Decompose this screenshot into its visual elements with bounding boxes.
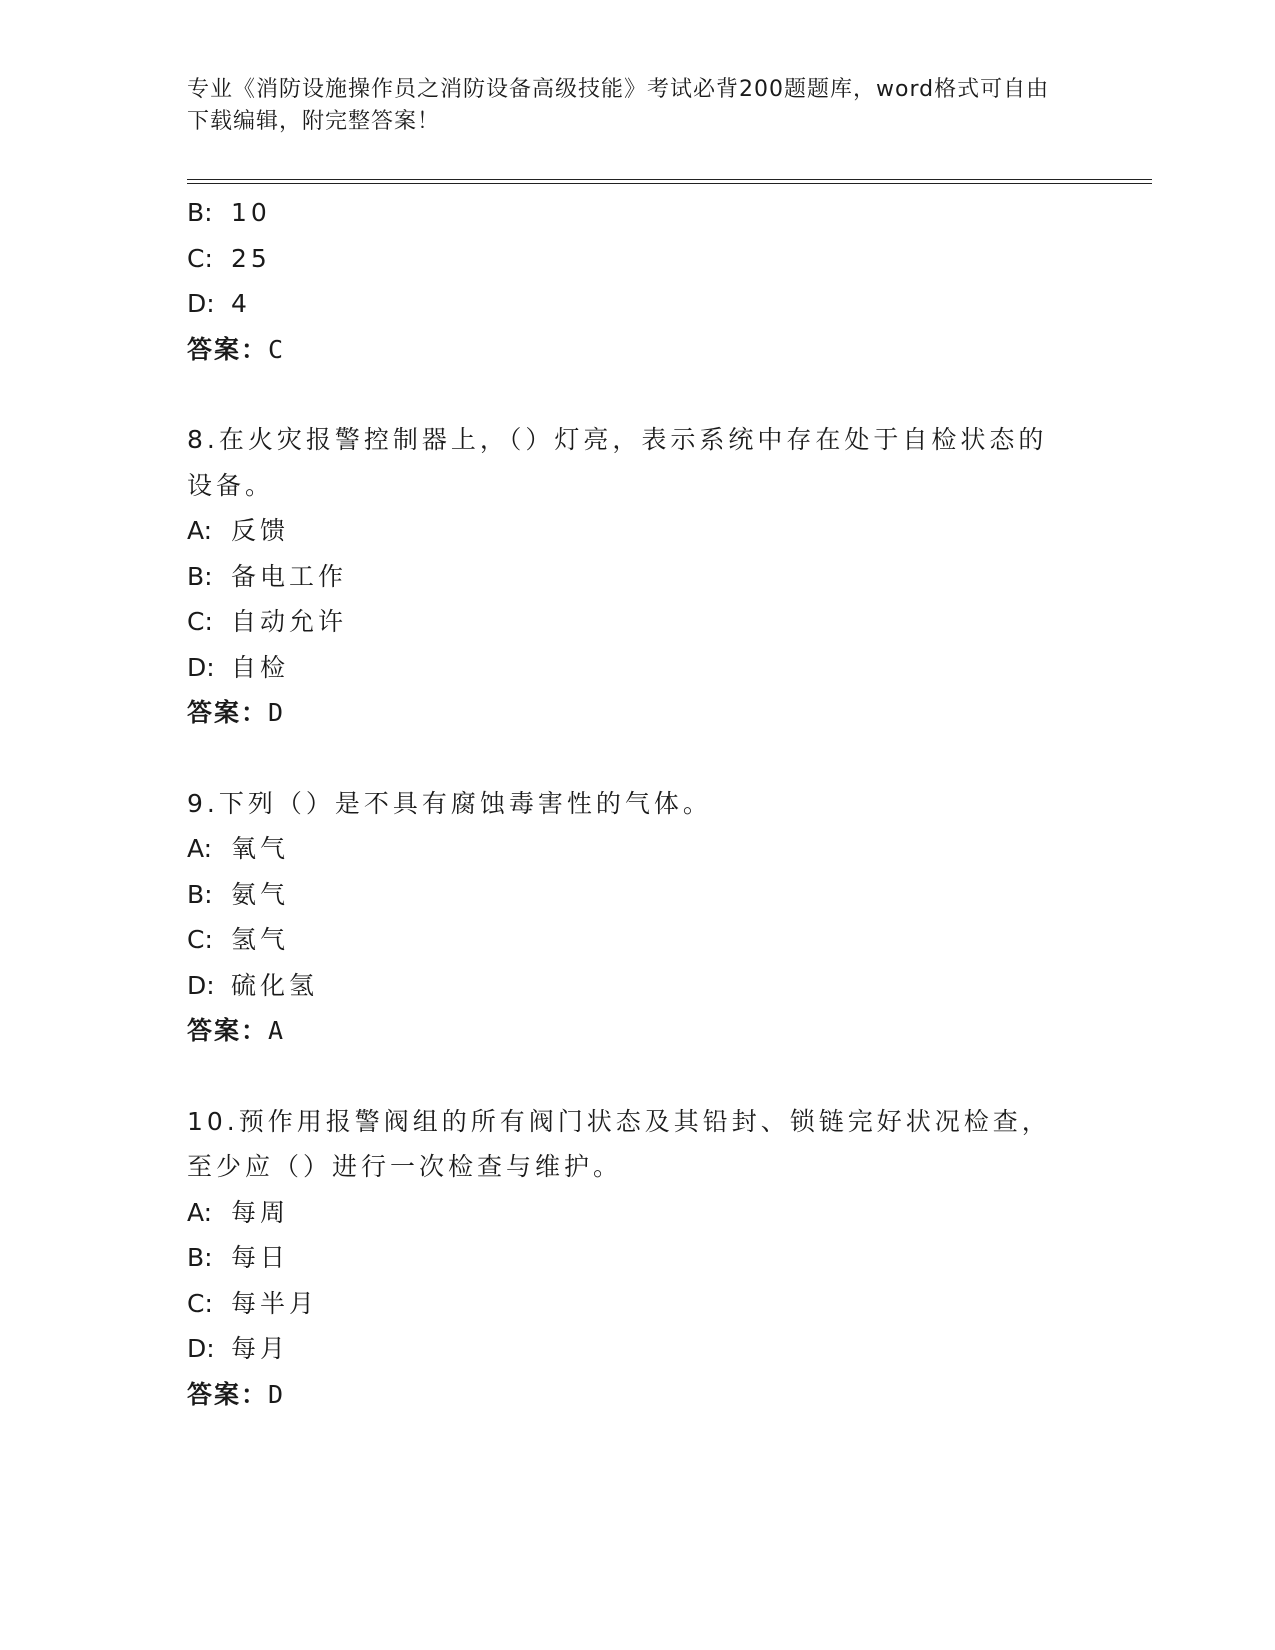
page-header xyxy=(187,74,1067,138)
answer-line: 答案：A xyxy=(187,1016,286,1045)
option-b: B: 每日 xyxy=(187,1243,290,1272)
question-stem: 10.预作用报警阀组的所有阀门状态及其铅封、锁链完好状况检查，至少应（）进行一次检查与维护。 xyxy=(187,1106,1051,1181)
question-7-tail xyxy=(187,190,1067,372)
question-stem: 9.下列（）是不具有腐蚀毒害性的气体。 xyxy=(187,788,712,818)
answer-line: 答案：D xyxy=(187,1379,286,1409)
option-d: D: 自检 xyxy=(187,652,290,682)
answer-line: 答案：D xyxy=(187,698,286,727)
question-10 xyxy=(187,1099,1067,1418)
question-stem: 8.在火灾报警控制器上，（）灯亮，表示系统中存在处于自检状态的设备。 xyxy=(187,425,1048,500)
option-c: C: 25 xyxy=(187,243,271,273)
option-d: D: 每月 xyxy=(187,1334,290,1363)
question-list xyxy=(187,190,1067,1417)
option-b: B: 氨气 xyxy=(187,879,290,909)
document-title: 专业《消防设施操作员之消防设备高级技能》考试必背200题题库，word格式可自由下载编辑，附完整答案！ xyxy=(187,77,1050,134)
option-b: B: 备电工作 xyxy=(187,561,348,591)
option-c: C: 自动允许 xyxy=(187,607,348,636)
option-d: D: 硫化氢 xyxy=(187,970,319,1000)
option-a: A: 每周 xyxy=(187,1197,290,1227)
question-9 xyxy=(187,781,1067,1054)
option-c: C: 每半月 xyxy=(187,1288,319,1318)
question-8 xyxy=(187,417,1067,736)
answer-line: 答案：C xyxy=(187,334,286,364)
option-a: A: 氧气 xyxy=(187,834,290,863)
option-c: C: 氢气 xyxy=(187,925,290,954)
option-a: A: 反馈 xyxy=(187,516,290,545)
option-b: B: 10 xyxy=(187,198,271,227)
header-divider xyxy=(187,179,1152,184)
option-d: D: 4 xyxy=(187,289,251,318)
